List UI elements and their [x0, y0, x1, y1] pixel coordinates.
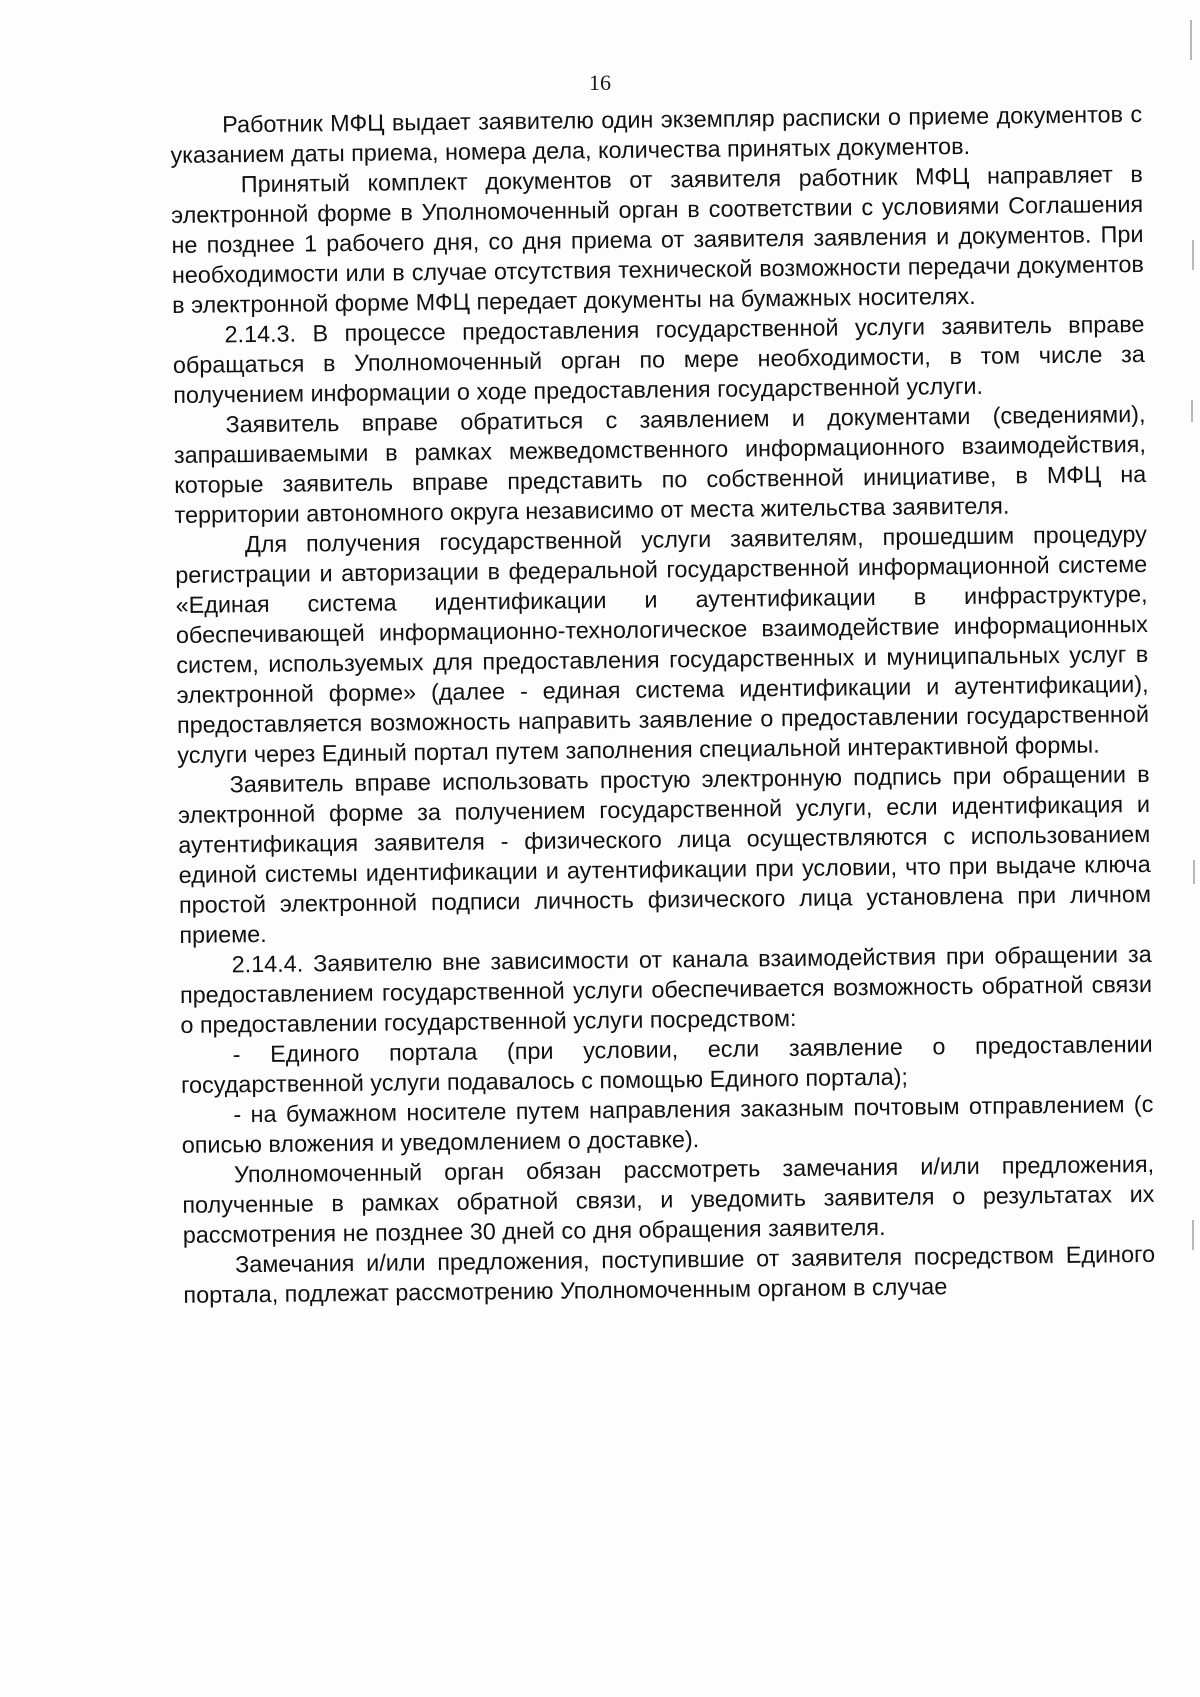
paragraph-feedback-review: Уполномоченный орган обязан рассмотреть замечания и/или предложения, полученные в рамках обратной связи, и уведомить заявителя о результатах их рассмотрения не позднее 30 дней со дня обращения заявителя. — [182, 1150, 1155, 1248]
paragraph-electronic-signature: Заявитель вправе использовать простую электронную подпись при обращении в электронной форме за получением государственной услуги, если идентификация и аутентификация заявителя - физического лица осуществляются с использованием единой системы идентификации и аутентификации при условии, что при выдаче ключа простой электронной подписи личность физического лица установлена при личном приеме. — [177, 760, 1152, 948]
page-number: 16 — [589, 70, 611, 95]
paragraph-receipt: Работник МФЦ выдает заявителю один экземпляр расписки о приеме документов с указанием даты приема, номера дела, количества принятых документов. — [170, 100, 1143, 168]
scan-edge-mark — [1190, 20, 1192, 60]
list-item-paper: - на бумажном носителе путем направления заказным почтовым отправлением (с описью вложения и уведомлением о доставке). — [181, 1090, 1154, 1158]
scan-edge-mark — [1191, 400, 1193, 422]
scan-edge-mark — [1192, 1220, 1194, 1250]
paragraph-remarks: Замечания и/или предложения, поступившие от заявителя посредством Единого портала, подлежат рассмотрению Уполномоченным органом в случае — [183, 1240, 1156, 1308]
scan-edge-mark — [1193, 860, 1195, 884]
paragraph-esia: Для получения государственной услуги заявителям, прошедшим процедуру регистрации и авторизации в федеральной государственной информационной системе «Единая система идентификации и аутентификации в инфраструктуре, обеспечивающей информационно-технологическое взаимодействие информационных систем, используемых для предоставления государственных и муниципальных услуг в электронной форме» (далее - единая система идентификации и аутентификации), предоставляется возможность направить заявление о предоставлении государственной услуги через Единый портал путем заполнения специальной интерактивной формы. — [175, 520, 1150, 768]
list-item-portal: - Единого портала (при условии, если заявление о предоставлении государственной услуги подавалось с помощью Единого портала); — [180, 1030, 1153, 1098]
document-body — [170, 99, 1156, 1310]
paragraph-applicant-right: Заявитель вправе обратиться с заявлением и документами (сведениями), запрашиваемыми в рамках межведомственного информационного взаимодействия, которые заявитель вправе представить по собственной инициативе, в МФЦ на территории автономного округа независимо от места жительства заявителя. — [173, 400, 1147, 528]
scan-edge-mark — [1192, 240, 1194, 270]
paragraph-2-14-4: 2.14.4. Заявителю вне зависимости от канала взаимодействия при обращении за предоставлением государственной услуги обеспечивается возможность обратной связи о предоставлении государственной услуги посредством: — [179, 940, 1153, 1038]
paragraph-2-14-3: 2.14.3. В процессе предоставления государственной услуги заявитель вправе обращаться в Уполномоченный орган по мере необходимости, в том числе за получением информации о ходе предоставления государственной услуги. — [172, 310, 1145, 408]
paragraph-document-transfer: Принятый комплект документов от заявителя работник МФЦ направляет в электронной форме в Уполномоченный орган в соответствии с условиями Соглашения не позднее 1 рабочего дня, со дня приема от заявителя заявления и документов. При необходимости или в случае отсутствия технической возможности передачи документов в электронной форме МФЦ передает документы на бумажных носителях. — [171, 160, 1144, 318]
